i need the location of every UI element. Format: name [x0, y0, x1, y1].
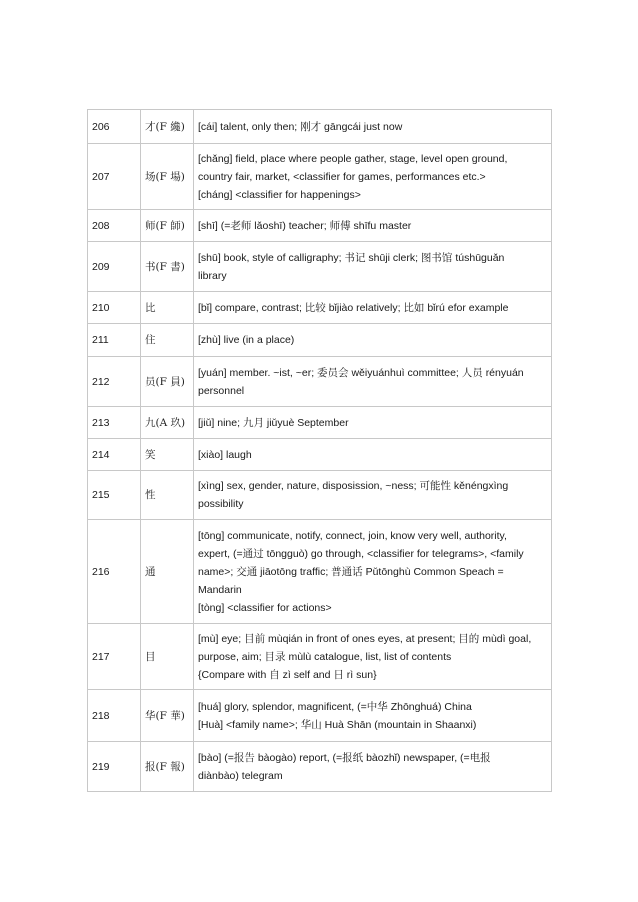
- definition-line: [bào] (=报告 bàogào) report, (=报纸 bàozhǐ) newspaper, (=电报: [198, 751, 491, 764]
- entry-character: 比: [141, 292, 194, 324]
- definition-line: [chǎng] field, place where people gather, stage, level open ground,: [198, 152, 508, 165]
- entry-number: 215: [88, 471, 141, 520]
- definition-line: [yuán] member. ~ist, ~er; 委员会 wěiyuánhuì committee; 人员 rényuán: [198, 366, 524, 379]
- definition-line: [tōng] communicate, notify, connect, join, know very well, authority,: [198, 529, 507, 542]
- table-row: [88, 439, 552, 471]
- entry-number: 218: [88, 690, 141, 742]
- definition-line: [xìng] sex, gender, nature, disposission, ~ness; 可能性 kěnéngxìng: [198, 480, 509, 492]
- entry-character: 书(F 書): [141, 242, 194, 292]
- definition-line: [cháng] <classifier for happenings>: [198, 188, 361, 201]
- entry-definition: [194, 690, 552, 742]
- vocabulary-table-body: [88, 110, 552, 792]
- definition-line: [huá] glory, splendor, magnificent, (=中华 Zhōnghuá) China: [198, 700, 472, 713]
- table-row: [88, 144, 552, 210]
- entry-definition: [194, 242, 552, 292]
- entry-number: 208: [88, 210, 141, 242]
- entry-number: 211: [88, 324, 141, 357]
- definition-line: [shū] book, style of calligraphy; 书记 shūji clerk; 图书馆 túshūguǎn: [198, 251, 505, 264]
- table-row: [88, 110, 552, 144]
- entry-definition: [194, 439, 552, 471]
- definition-line: country fair, market, <classifier for games, performances etc.>: [198, 170, 486, 183]
- entry-definition: [194, 407, 552, 439]
- table-row: [88, 407, 552, 439]
- entry-definition: [194, 520, 552, 624]
- table-row: [88, 242, 552, 292]
- table-row: [88, 324, 552, 357]
- definition-line: [tòng] <classifier for actions>: [198, 601, 332, 614]
- definition-line: expert, (=通过 tōngguò) go through, <classifier for telegrams>, <family: [198, 547, 524, 560]
- entry-definition: [194, 110, 552, 144]
- table-row: [88, 520, 552, 624]
- table-row: [88, 471, 552, 520]
- entry-definition: [194, 624, 552, 690]
- entry-number: 206: [88, 110, 141, 144]
- entry-definition: [194, 144, 552, 210]
- table-row: [88, 690, 552, 742]
- entry-character: 笑: [141, 439, 194, 471]
- vocabulary-table: [87, 109, 552, 792]
- entry-number: 216: [88, 520, 141, 624]
- entry-character: 场(F 場): [141, 144, 194, 210]
- entry-character: 华(F 華): [141, 690, 194, 742]
- definition-line: [Huà] <family name>; 华山 Huà Shān (mountain in Shaanxi): [198, 718, 477, 731]
- definition-line: [mù] eye; 目前 mùqián in front of ones eyes, at present; 目的 mùdì goal,: [198, 632, 532, 645]
- definition-line: [zhù] live (in a place): [198, 334, 295, 346]
- entry-definition: [194, 742, 552, 792]
- entry-definition: [194, 471, 552, 520]
- definition-line: [xiào] laugh: [198, 448, 252, 461]
- table-row: [88, 292, 552, 324]
- table-row: [88, 210, 552, 242]
- definition-line: {Compare with 自 zì self and 日 rì sun}: [198, 668, 377, 681]
- entry-character: 才(F 纔): [141, 110, 194, 144]
- definition-line: Mandarin: [198, 583, 242, 596]
- definition-line: purpose, aim; 目录 mùlù catalogue, list, list of contents: [198, 650, 452, 663]
- definition-line: [bǐ] compare, contrast; 比较 bǐjiào relatively; 比如 bǐrú efor example: [198, 301, 509, 314]
- definition-line: diànbào) telegram: [198, 769, 283, 782]
- entry-character: 通: [141, 520, 194, 624]
- entry-definition: [194, 324, 552, 357]
- entry-number: 217: [88, 624, 141, 690]
- definition-line: possibility: [198, 498, 244, 510]
- entry-number: 209: [88, 242, 141, 292]
- definition-line: personnel: [198, 384, 245, 397]
- entry-character: 性: [141, 471, 194, 520]
- definition-line: [jiǔ] nine; 九月 jiǔyuè September: [198, 416, 349, 429]
- entry-number: 212: [88, 357, 141, 407]
- entry-number: 219: [88, 742, 141, 792]
- entry-character: 员(F 員): [141, 357, 194, 407]
- entry-definition: [194, 357, 552, 407]
- definition-line: [shī] (=老师 lǎoshī) teacher; 师傅 shīfu master: [198, 219, 412, 232]
- entry-character: 目: [141, 624, 194, 690]
- definition-line: [cái] talent, only then; 刚才 gāngcái just now: [198, 120, 403, 133]
- definition-line: library: [198, 269, 227, 282]
- entry-number: 213: [88, 407, 141, 439]
- table-row: [88, 742, 552, 792]
- entry-character: 师(F 師): [141, 210, 194, 242]
- entry-character: 住: [141, 324, 194, 357]
- entry-number: 207: [88, 144, 141, 210]
- entry-number: 214: [88, 439, 141, 471]
- entry-character: 报(F 報): [141, 742, 194, 792]
- table-row: [88, 357, 552, 407]
- entry-definition: [194, 210, 552, 242]
- entry-definition: [194, 292, 552, 324]
- definition-line: name>; 交通 jiāotōng traffic; 普通话 Pǔtōnghù Common Speach =: [198, 565, 504, 578]
- entry-number: 210: [88, 292, 141, 324]
- entry-character: 九(A 玖): [141, 407, 194, 439]
- table-row: [88, 624, 552, 690]
